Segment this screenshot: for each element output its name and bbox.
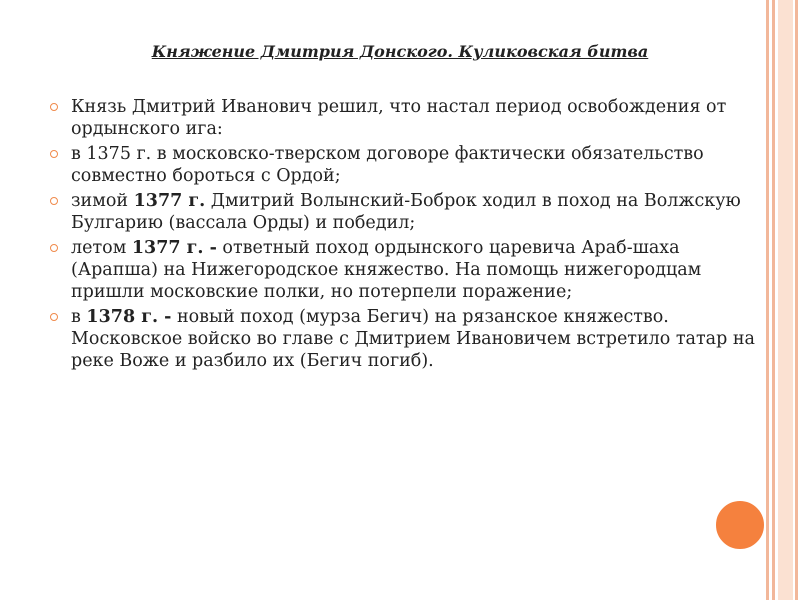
- bullet-item: [48, 96, 760, 140]
- bullet-list: [48, 96, 760, 375]
- border-stripe: [766, 0, 769, 600]
- bullet-text: ответный поход ордынского царевича Араб-шаха (Арапша) на Нижегородское княжество. На помощь нижегородцам пришли московские полки, но потерпели поражение;: [71, 238, 702, 302]
- border-stripe-wide: [778, 0, 793, 600]
- bullet-text: летом: [71, 238, 132, 258]
- bullet-text: в 1375 г. в московско-тверском договоре фактически обязательство совместно бороться с Ордой;: [71, 144, 704, 186]
- bullet-date: 1378 г. -: [86, 307, 172, 327]
- border-stripe: [772, 0, 775, 600]
- bullet-text: Князь Дмитрий Иванович решил, что настал период освобождения от ордынского ига:: [71, 97, 727, 139]
- bullet-text: Дмитрий Волынский-Боброк ходил в поход на Волжскую Булгарию (вассала Орды) и победил;: [71, 191, 741, 233]
- bullet-item: [48, 237, 760, 303]
- slide-title: Княжение Дмитрия Донского. Куликовская битва: [151, 42, 649, 61]
- bullet-date: 1377 г.: [133, 191, 206, 211]
- bullet-item: [48, 143, 760, 187]
- bullet-circle-icon: [50, 103, 58, 111]
- bullet-circle-icon: [50, 150, 58, 158]
- bullet-item: [48, 190, 760, 234]
- border-stripe: [795, 0, 798, 600]
- bullet-text: зимой: [71, 191, 134, 211]
- bullet-circle-icon: [50, 313, 58, 321]
- bullet-date: 1377 г. -: [131, 238, 217, 258]
- bullet-item: [48, 306, 760, 372]
- bullet-circle-icon: [50, 244, 58, 252]
- bullet-text: в: [71, 307, 87, 327]
- bullet-text: новый поход (мурза Бегич) на рязанское княжество. Московское войско во главе с Дмитрием Ивановичем встретило татар на реке Воже и разбило их (Бегич погиб).: [71, 307, 755, 371]
- decorative-circle: [714, 499, 766, 551]
- bullet-circle-icon: [50, 197, 58, 205]
